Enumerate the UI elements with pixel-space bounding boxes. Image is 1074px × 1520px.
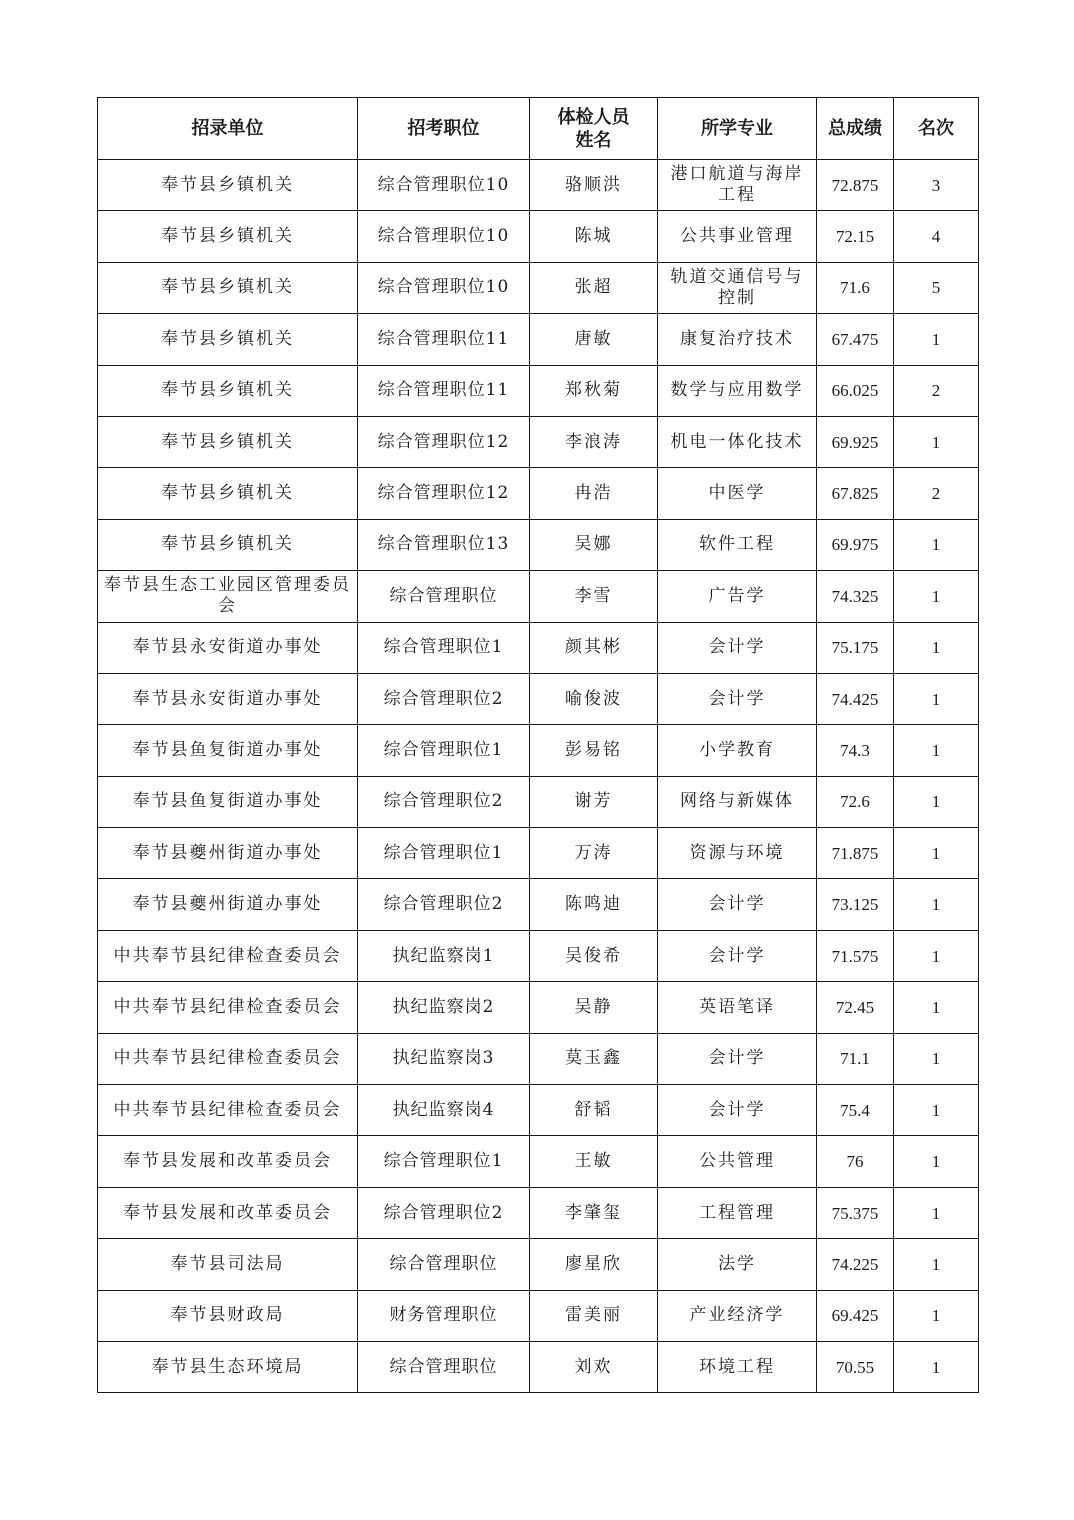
position-cell: 综合管理职位1	[358, 1136, 530, 1187]
total-score-cell: 71.1	[817, 1033, 894, 1084]
table-row	[98, 468, 979, 519]
rank-cell: 1	[894, 828, 979, 879]
position-cell: 执纪监察岗4	[358, 1085, 530, 1136]
recruiting-unit-cell: 奉节县生态环境局	[98, 1341, 358, 1392]
table-row	[98, 1341, 979, 1392]
position-cell: 综合管理职位12	[358, 468, 530, 519]
candidate-name-cell: 颜其彬	[530, 622, 658, 673]
results-sheet	[97, 97, 978, 1393]
rank-cell: 2	[894, 365, 979, 416]
recruiting-unit-cell: 奉节县财政局	[98, 1290, 358, 1341]
position-cell: 综合管理职位	[358, 1341, 530, 1392]
rank-cell: 1	[894, 673, 979, 724]
total-score-cell: 67.825	[817, 468, 894, 519]
table-row	[98, 725, 979, 776]
rank-cell: 1	[894, 519, 979, 570]
table-row	[98, 1187, 979, 1238]
rank-cell: 1	[894, 725, 979, 776]
position-cell: 综合管理职位2	[358, 879, 530, 930]
total-score-cell: 75.175	[817, 622, 894, 673]
total-score-cell: 69.425	[817, 1290, 894, 1341]
candidate-name-cell: 万涛	[530, 828, 658, 879]
rank-cell: 1	[894, 1341, 979, 1392]
candidate-name-cell: 李雪	[530, 571, 658, 622]
position-cell: 综合管理职位11	[358, 314, 530, 365]
major-cell: 公共事业管理	[658, 211, 817, 262]
total-score-cell: 72.45	[817, 982, 894, 1033]
recruiting-unit-cell: 奉节县乡镇机关	[98, 314, 358, 365]
total-score-cell: 69.975	[817, 519, 894, 570]
position-cell: 综合管理职位1	[358, 828, 530, 879]
position-cell: 综合管理职位10	[358, 160, 530, 211]
position-cell: 综合管理职位13	[358, 519, 530, 570]
table-row	[98, 1033, 979, 1084]
candidate-name-cell: 李浪涛	[530, 416, 658, 467]
total-score-cell: 69.925	[817, 416, 894, 467]
table-row	[98, 1239, 979, 1290]
major-cell: 康复治疗技术	[658, 314, 817, 365]
candidate-name-cell: 李肇玺	[530, 1187, 658, 1238]
recruiting-unit-cell: 奉节县乡镇机关	[98, 519, 358, 570]
major-cell: 会计学	[658, 879, 817, 930]
candidate-name-cell: 陈城	[530, 211, 658, 262]
rank-cell: 1	[894, 314, 979, 365]
candidate-name-cell: 吴静	[530, 982, 658, 1033]
recruiting-unit-cell: 奉节县鱼复街道办事处	[98, 776, 358, 827]
major-cell: 会计学	[658, 930, 817, 981]
recruiting-unit-cell: 中共奉节县纪律检查委员会	[98, 982, 358, 1033]
rank-cell: 3	[894, 160, 979, 211]
rank-cell: 1	[894, 1187, 979, 1238]
rank-cell: 1	[894, 571, 979, 622]
position-cell: 综合管理职位	[358, 571, 530, 622]
recruiting-unit-cell: 奉节县鱼复街道办事处	[98, 725, 358, 776]
total-score-cell: 74.225	[817, 1239, 894, 1290]
major-cell: 机电一体化技术	[658, 416, 817, 467]
position-cell: 综合管理职位1	[358, 622, 530, 673]
table-row	[98, 1085, 979, 1136]
recruiting-unit-cell: 奉节县发展和改革委员会	[98, 1136, 358, 1187]
major-cell: 港口航道与海岸工程	[658, 160, 817, 211]
table-row	[98, 930, 979, 981]
position-cell: 财务管理职位	[358, 1290, 530, 1341]
recruiting-unit-cell: 奉节县乡镇机关	[98, 416, 358, 467]
rank-cell: 1	[894, 1085, 979, 1136]
recruiting-unit-cell: 中共奉节县纪律检查委员会	[98, 930, 358, 981]
recruiting-unit-cell: 奉节县乡镇机关	[98, 262, 358, 313]
rank-cell: 1	[894, 1239, 979, 1290]
candidate-name-cell: 喻俊波	[530, 673, 658, 724]
rank-cell: 2	[894, 468, 979, 519]
rank-cell: 4	[894, 211, 979, 262]
total-score-cell: 76	[817, 1136, 894, 1187]
major-cell: 软件工程	[658, 519, 817, 570]
recruiting-unit-cell: 奉节县司法局	[98, 1239, 358, 1290]
major-cell: 会计学	[658, 1033, 817, 1084]
total-score-cell: 75.4	[817, 1085, 894, 1136]
total-score-cell: 72.6	[817, 776, 894, 827]
header-rank: 名次	[894, 98, 979, 160]
recruiting-unit-cell: 奉节县乡镇机关	[98, 160, 358, 211]
table-row	[98, 262, 979, 313]
position-cell: 综合管理职位2	[358, 1187, 530, 1238]
total-score-cell: 75.375	[817, 1187, 894, 1238]
recruiting-unit-cell: 奉节县乡镇机关	[98, 365, 358, 416]
header-recruiting-unit: 招录单位	[98, 98, 358, 160]
recruiting-unit-cell: 奉节县永安街道办事处	[98, 622, 358, 673]
total-score-cell: 74.3	[817, 725, 894, 776]
rank-cell: 1	[894, 879, 979, 930]
total-score-cell: 74.325	[817, 571, 894, 622]
table-row	[98, 1290, 979, 1341]
major-cell: 网络与新媒体	[658, 776, 817, 827]
candidate-name-cell: 吴娜	[530, 519, 658, 570]
recruiting-unit-cell: 奉节县乡镇机关	[98, 211, 358, 262]
table-row	[98, 982, 979, 1033]
table-row	[98, 160, 979, 211]
major-cell: 数学与应用数学	[658, 365, 817, 416]
header-major: 所学专业	[658, 98, 817, 160]
table-row	[98, 416, 979, 467]
header-candidate-name: 体检人员姓名	[530, 98, 658, 160]
major-cell: 公共管理	[658, 1136, 817, 1187]
total-score-cell: 66.025	[817, 365, 894, 416]
total-score-cell: 72.875	[817, 160, 894, 211]
major-cell: 轨道交通信号与控制	[658, 262, 817, 313]
rank-cell: 1	[894, 416, 979, 467]
major-cell: 中医学	[658, 468, 817, 519]
candidate-name-cell: 吴俊希	[530, 930, 658, 981]
total-score-cell: 71.875	[817, 828, 894, 879]
major-cell: 广告学	[658, 571, 817, 622]
recruiting-unit-cell: 奉节县乡镇机关	[98, 468, 358, 519]
rank-cell: 1	[894, 1033, 979, 1084]
position-cell: 综合管理职位11	[358, 365, 530, 416]
rank-cell: 1	[894, 982, 979, 1033]
candidate-name-cell: 郑秋菊	[530, 365, 658, 416]
position-cell: 执纪监察岗2	[358, 982, 530, 1033]
position-cell: 综合管理职位10	[358, 211, 530, 262]
position-cell: 综合管理职位10	[358, 262, 530, 313]
table-row	[98, 622, 979, 673]
recruiting-unit-cell: 奉节县生态工业园区管理委员会	[98, 571, 358, 622]
major-cell: 英语笔译	[658, 982, 817, 1033]
candidate-name-cell: 雷美丽	[530, 1290, 658, 1341]
table-header	[98, 98, 979, 160]
rank-cell: 5	[894, 262, 979, 313]
position-cell: 执纪监察岗3	[358, 1033, 530, 1084]
total-score-cell: 71.575	[817, 930, 894, 981]
major-cell: 会计学	[658, 673, 817, 724]
major-cell: 小学教育	[658, 725, 817, 776]
candidate-name-cell: 刘欢	[530, 1341, 658, 1392]
total-score-cell: 73.125	[817, 879, 894, 930]
table-row	[98, 828, 979, 879]
recruiting-unit-cell: 奉节县夔州街道办事处	[98, 828, 358, 879]
candidate-name-cell: 谢芳	[530, 776, 658, 827]
candidate-name-cell: 陈鸣迪	[530, 879, 658, 930]
major-cell: 法学	[658, 1239, 817, 1290]
table-row	[98, 571, 979, 622]
rank-cell: 1	[894, 776, 979, 827]
header-row	[98, 98, 979, 160]
table-row	[98, 519, 979, 570]
recruiting-unit-cell: 奉节县夔州街道办事处	[98, 879, 358, 930]
major-cell: 资源与环境	[658, 828, 817, 879]
header-total-score: 总成绩	[817, 98, 894, 160]
table-row	[98, 673, 979, 724]
candidate-name-cell: 莫玉鑫	[530, 1033, 658, 1084]
recruiting-unit-cell: 中共奉节县纪律检查委员会	[98, 1085, 358, 1136]
total-score-cell: 67.475	[817, 314, 894, 365]
major-cell: 会计学	[658, 1085, 817, 1136]
candidate-name-cell: 彭易铭	[530, 725, 658, 776]
rank-cell: 1	[894, 1136, 979, 1187]
position-cell: 综合管理职位	[358, 1239, 530, 1290]
major-cell: 产业经济学	[658, 1290, 817, 1341]
physical-exam-list-table	[97, 97, 979, 1393]
position-cell: 综合管理职位2	[358, 776, 530, 827]
table-body	[98, 160, 979, 1393]
table-row	[98, 211, 979, 262]
position-cell: 执纪监察岗1	[358, 930, 530, 981]
candidate-name-cell: 张超	[530, 262, 658, 313]
table-row	[98, 314, 979, 365]
candidate-name-cell: 唐敏	[530, 314, 658, 365]
table-row	[98, 776, 979, 827]
candidate-name-cell: 舒韬	[530, 1085, 658, 1136]
position-cell: 综合管理职位1	[358, 725, 530, 776]
recruiting-unit-cell: 奉节县发展和改革委员会	[98, 1187, 358, 1238]
total-score-cell: 70.55	[817, 1341, 894, 1392]
recruiting-unit-cell: 奉节县永安街道办事处	[98, 673, 358, 724]
rank-cell: 1	[894, 930, 979, 981]
total-score-cell: 74.425	[817, 673, 894, 724]
recruiting-unit-cell: 中共奉节县纪律检查委员会	[98, 1033, 358, 1084]
candidate-name-cell: 冉浩	[530, 468, 658, 519]
position-cell: 综合管理职位2	[358, 673, 530, 724]
candidate-name-cell: 廖星欣	[530, 1239, 658, 1290]
table-row	[98, 365, 979, 416]
total-score-cell: 71.6	[817, 262, 894, 313]
position-cell: 综合管理职位12	[358, 416, 530, 467]
table-row	[98, 879, 979, 930]
header-position: 招考职位	[358, 98, 530, 160]
rank-cell: 1	[894, 622, 979, 673]
major-cell: 环境工程	[658, 1341, 817, 1392]
table-row	[98, 1136, 979, 1187]
major-cell: 工程管理	[658, 1187, 817, 1238]
candidate-name-cell: 骆顺洪	[530, 160, 658, 211]
major-cell: 会计学	[658, 622, 817, 673]
total-score-cell: 72.15	[817, 211, 894, 262]
rank-cell: 1	[894, 1290, 979, 1341]
candidate-name-cell: 王敏	[530, 1136, 658, 1187]
